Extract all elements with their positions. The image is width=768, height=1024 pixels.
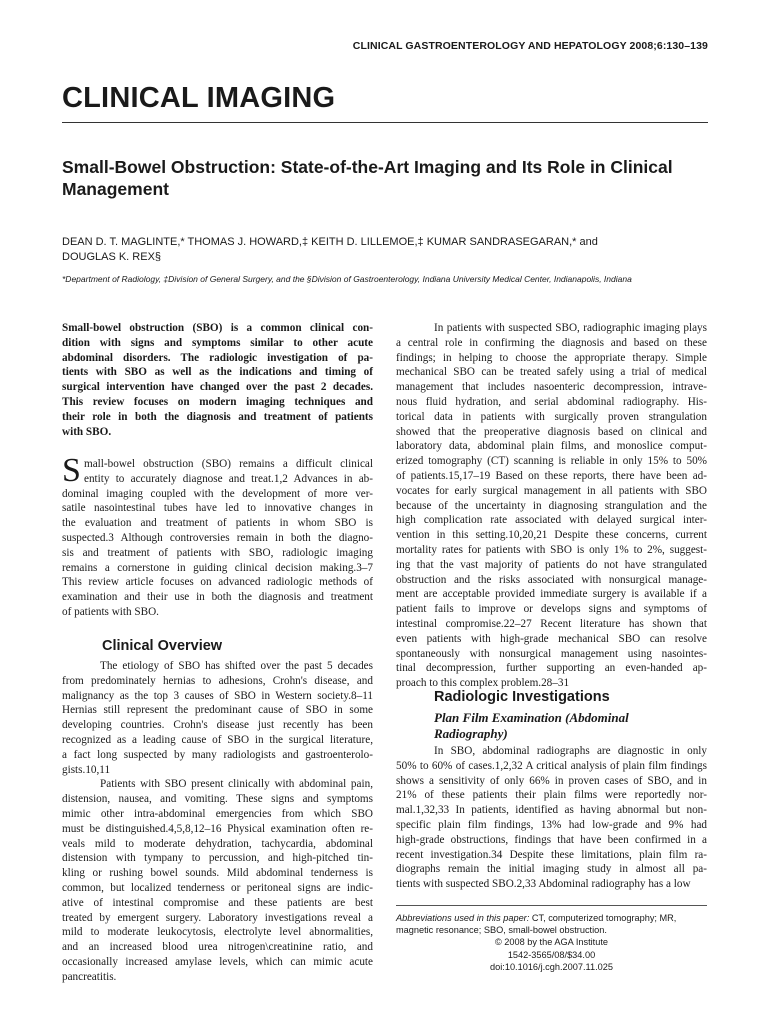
plain-film-text — [396, 744, 707, 892]
text-line: In patients with suspected SBO, radiographic imaging plays — [434, 322, 707, 334]
abbreviations-text: CT, computerized tomography; MR, magnetic resonance; SBO, small-bowel obstruction. — [396, 913, 677, 936]
text-line: mechanical SBO can be treated safely using a trial of medical — [396, 366, 707, 379]
issn-line: 1542-3565/08/$34.00 — [507, 949, 596, 960]
abbreviations-label: Abbreviations used in this paper: — [396, 913, 530, 923]
text-line: recognized as a leading cause of SBO in the surgical literature, — [62, 733, 373, 746]
text-line: distension, nausea, and vomiting. These signs and symptoms — [62, 793, 373, 806]
text-line: mimic other intra-abdominal emergencies from which SBO — [62, 807, 373, 820]
text-line: because of the uncertainty in diagnosing strangulation and the — [396, 499, 707, 512]
text-line: In SBO, abdominal radiographs are diagnostic in only — [434, 745, 707, 757]
text-line: shows a sensitivity of only 66% in proven cases of SBO, and in — [396, 774, 707, 787]
text-line: gists.10,11 — [62, 763, 111, 776]
footnote-rule — [396, 905, 707, 906]
text-line: occasionally increased amylase levels, which can mimic acute — [62, 955, 373, 968]
text-line: This review focuses on modern imaging techniques and — [62, 395, 373, 408]
subheading-line: Radiography) — [434, 726, 508, 741]
title-line: Management — [62, 179, 169, 199]
text-line: mall-bowel obstruction (SBO) remains a difficult clinical — [84, 458, 373, 470]
text-line: 21% of these patients their plain films were reportedly nor- — [396, 789, 707, 802]
text-line: vocates for early surgical management in all patients with SBO — [396, 484, 707, 497]
author-line: DEAN D. T. MAGLINTE,* THOMAS J. HOWARD,‡ KEITH D. LILLEMOE,‡ KUMAR SANDRASEGARAN,* and — [62, 236, 598, 248]
author-line: DOUGLAS K. REX§ — [62, 251, 162, 263]
text-line: mortality rates for patients with SBO is only 1% to 2%, suggest- — [396, 543, 707, 556]
text-line: proach to this complex problem.28–31 — [396, 677, 570, 690]
text-line: veals mild to moderate dehydration, tachycardia, abdominal — [62, 837, 373, 850]
author-list — [62, 235, 712, 265]
text-line: and an increased blood urea nitrogen\creatinine ratio, and — [62, 941, 373, 954]
clinical-overview-heading: Clinical Overview — [102, 638, 223, 654]
subheading-line: Plan Film Examination (Abdominal — [434, 710, 629, 725]
text-line: entity to accurately diagnose and treat.1,2 Advances in ab- — [84, 472, 373, 485]
text-line: developing countries. Crohn's disease just recently has been — [62, 719, 373, 732]
text-line: abdominal disorders. The radiologic investigation of pa- — [62, 351, 373, 364]
text-line: obstruction and the risks associated with nonsurgical manage- — [396, 573, 707, 586]
text-line: Hernias still represent the predominant cause of SBO in some — [62, 704, 373, 717]
abstract — [62, 321, 373, 439]
text-line: pancreatitis. — [62, 970, 117, 983]
text-line: satile nasointestinal tubes have led to innovative changes in — [62, 502, 373, 515]
text-line: Small-bowel obstruction (SBO) is a common clinical con- — [62, 322, 373, 334]
text-line: a fact long suspected by many radiologists and gastroenterolo- — [62, 748, 373, 761]
text-line: suspected.3 Although controversies remain in both the diagno- — [62, 531, 373, 544]
right-column-text — [396, 321, 707, 691]
doi-line: doi:10.1016/j.cgh.2007.11.025 — [490, 961, 613, 972]
copyright-line: © 2008 by the AGA Institute — [494, 937, 608, 948]
text-line: sis and treatment of patients with SBO, radiologic imaging — [62, 546, 373, 559]
text-line: dition with signs and symptoms similar to other acute — [62, 336, 373, 349]
text-line: findings; in helping to choose the appropriate therapy. Simple — [396, 351, 707, 364]
affiliations: *Department of Radiology, ‡Division of General Surgery, and the §Division of Gastroenterology, Indiana University Medical Center, Indianapolis, Indiana — [62, 274, 632, 284]
text-line: distension with tympany to percussion, and high-pitched tin- — [62, 852, 373, 865]
text-line: recent investigation.34 Despite these limitations, plain film ra- — [396, 848, 707, 861]
text-line: ative of intestinal compromise and these patients are best — [62, 896, 373, 909]
radiologic-investigations-heading: Radiologic Investigations — [434, 689, 610, 705]
text-line: tients with SBO as well as the indications and timing of — [62, 366, 373, 379]
text-line: The etiology of SBO has shifted over the past 5 decades — [100, 660, 373, 672]
intro-paragraph — [62, 457, 373, 620]
text-line: must be distinguished.4,5,8,12–16 Physical examination often re- — [62, 822, 373, 835]
text-line: treated by emergent surgery. Laboratory investigations reveal a — [62, 911, 373, 924]
text-line: of patients.15,17–19 Based on these reports, there have been ad- — [396, 469, 707, 482]
text-line: high-grade obstructions, findings that have been confirmed in a — [396, 833, 707, 846]
text-line: even patients with high-grade mechanical SBO can resolve — [396, 632, 707, 645]
text-line: ment are acceptable provided immediate surgery is available if a — [396, 588, 707, 601]
footnote — [396, 912, 707, 973]
abbreviations-note — [396, 912, 707, 936]
text-line: surgical intervention have changed over the past 2 decades. — [62, 381, 373, 394]
plain-film-subheading — [434, 710, 694, 742]
text-line: erized tomography (CT) scanning is reliable in only 15% to 50% — [396, 455, 707, 468]
header-rule — [62, 122, 708, 123]
text-line: showed that the preoperative diagnosis based on clinical and — [396, 425, 707, 438]
text-line: remains a cornerstone in guiding clinical decision making.3–7 — [62, 561, 373, 574]
clinical-overview-text — [62, 659, 373, 985]
text-line: mal.1,32,33 In patients, identified as having abnormal but non- — [396, 804, 707, 817]
text-line: of patients with SBO. — [62, 605, 159, 618]
text-line: the evaluation and treatment of patients in whom SBO is — [62, 517, 373, 530]
text-line: high complication rate associated with delayed surgical inter- — [396, 514, 707, 527]
text-line: intestinal compromise.22–27 Recent literature has shown that — [396, 617, 707, 630]
article-title — [62, 156, 712, 200]
title-line: Small-Bowel Obstruction: State-of-the-Art Imaging and Its Role in Clinical — [62, 157, 673, 177]
journal-citation: CLINICAL GASTROENTEROLOGY AND HEPATOLOGY 2008;6:130–139 — [352, 40, 708, 52]
text-line: examination and their use in both the diagnosis and treatment — [62, 591, 373, 604]
text-line: tinal decompression, further supporting an even-handed ap- — [396, 662, 707, 675]
text-line: nous fluid hydration, and serial abdominal radiography. His- — [396, 395, 707, 408]
text-line: torical data in patients with surgically proven strangulation — [396, 410, 707, 423]
text-line: tients with suspected SBO.2,33 Abdominal radiography has a low — [396, 878, 691, 891]
text-line: Patients with SBO present clinically with abdominal pain, — [100, 778, 373, 791]
text-line: from predominately hernias to adhesions, Crohn's disease, and — [62, 674, 373, 687]
text-line: laboratory data, abdominal plain films, and monoslice comput- — [396, 440, 707, 453]
text-line: patient fails to improve or develops signs and symptoms of — [396, 603, 707, 616]
text-line: specific plain film findings, 13% had low-grade and 9% had — [396, 818, 707, 831]
text-line: malignancy as the top 3 causes of SBO in Western society.8–11 — [62, 689, 373, 702]
text-line: mild to moderate leukocytosis, electrolyte level abnormalities, — [62, 926, 373, 939]
text-line: dominal imaging coupled with the development of more ver- — [62, 487, 373, 500]
text-line: a central role in confirming the diagnosis and based on these — [396, 336, 707, 349]
text-line: spontaneously with nonsurgical management using nasointes- — [396, 647, 707, 660]
text-line: with SBO. — [62, 425, 112, 438]
section-heading: CLINICAL IMAGING — [62, 82, 336, 114]
text-line: This review article focuses on advanced radiologic methods of — [62, 576, 373, 589]
text-line: common, but localized tenderness or peritoneal signs are indic- — [62, 881, 373, 894]
text-line: diographs remain the initial imaging study in almost all pa- — [396, 863, 707, 876]
text-line: 50% to 60% of cases.1,2,32 A critical analysis of plain film findings — [396, 759, 707, 772]
text-line: their role in both the diagnosis and treatment of patients — [62, 410, 373, 423]
text-line: vention in this setting.10,20,21 Despite these concerns, current — [396, 529, 707, 542]
drop-cap: S — [62, 452, 81, 489]
text-line: ing that the vast majority of patients do not have strangulated — [396, 558, 707, 571]
text-line: management that includes nasoenteric decompression, intrave- — [396, 381, 707, 394]
text-line: kling or rushing bowel sounds. Mild abdominal tenderness is — [62, 867, 373, 880]
